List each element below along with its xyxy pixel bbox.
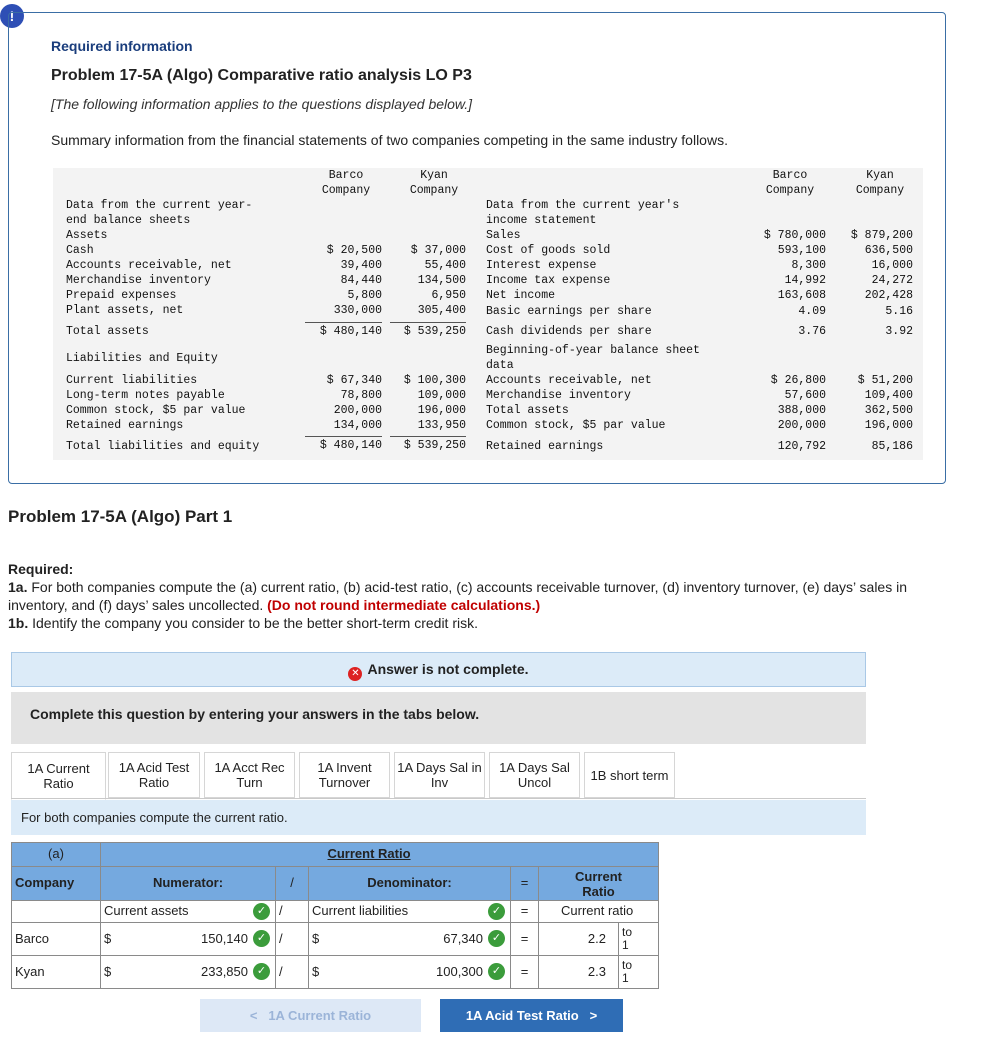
boy-label: Merchandise inventory: [486, 389, 631, 402]
boy-barco: $ 26,800: [770, 374, 826, 387]
required-instructions: [8, 560, 968, 632]
check-icon: ✓: [253, 930, 270, 947]
income-kyan: $ 879,200: [850, 229, 913, 242]
total-liab-kyan: $ 539,250: [390, 436, 466, 453]
ratio-to: to: [622, 958, 633, 972]
income-kyan: 5.16: [885, 305, 913, 318]
total-liab-label: Total liabilities and equity: [66, 440, 260, 453]
next-tab-button[interactable]: 1A Acid Test Ratio >: [440, 999, 623, 1032]
income-label: Net income: [486, 289, 556, 302]
income-label: Income tax expense: [486, 274, 611, 287]
asset-label: Plant assets, net: [66, 304, 184, 317]
tab-label: 1A Days Sal in Inv: [397, 760, 482, 790]
row-slash: /: [276, 956, 309, 989]
asset-label: Accounts receivable, net: [66, 259, 232, 272]
subhdr-equals: =: [511, 901, 539, 923]
slash-header: /: [276, 867, 309, 901]
liab-label: Common stock, $5 par value: [66, 404, 246, 417]
tab-1b-short-term[interactable]: [584, 752, 675, 798]
asset-label: Merchandise inventory: [66, 274, 211, 287]
tab-label: 1A Current Ratio: [27, 761, 90, 791]
check-icon: ✓: [488, 930, 505, 947]
tab-label: 1B short term: [590, 767, 669, 783]
assets-heading: Assets: [66, 229, 108, 242]
income-label: Sales: [486, 229, 521, 242]
boy-label: Retained earnings: [486, 440, 604, 453]
income-heading-2: income statement: [486, 214, 597, 227]
subhdr-result: Current ratio: [539, 901, 659, 923]
denominator-header: Denominator:: [309, 867, 511, 901]
denominator-value: 100,300: [436, 964, 483, 979]
check-icon: ✓: [488, 903, 505, 920]
required-1b-num: 1b.: [8, 615, 29, 631]
row-equals: =: [511, 956, 539, 989]
asset-label: Prepaid expenses: [66, 289, 177, 302]
balance-heading-2: end balance sheets: [66, 214, 191, 227]
denominator-input[interactable]: [309, 923, 511, 956]
boy-barco: 388,000: [777, 404, 826, 417]
asset-kyan: 134,500: [417, 274, 466, 287]
income-barco: 8,300: [791, 259, 826, 272]
boy-kyan: 85,186: [871, 440, 913, 453]
required-1a: [8, 578, 968, 614]
ratio-input[interactable]: 2.3: [539, 956, 619, 989]
problem-summary: Summary information from the financial statements of two companies competing in the same industry follows.: [51, 132, 728, 148]
income-label: Cost of goods sold: [486, 244, 611, 257]
asset-kyan: 305,400: [417, 304, 466, 317]
tab-1a-acct-rec-turn[interactable]: [204, 752, 295, 798]
boy-kyan: 362,500: [864, 404, 913, 417]
asset-barco: 39,400: [340, 259, 382, 272]
asset-kyan: $ 37,000: [410, 244, 466, 257]
income-kyan: 16,000: [871, 259, 913, 272]
tab-instruction: For both companies compute the current ratio.: [11, 800, 866, 835]
complete-instructions: Complete this question by entering your answers in the tabs below.: [11, 692, 866, 744]
total-assets-kyan: $ 539,250: [390, 322, 466, 339]
ratio-one: 1: [622, 971, 629, 985]
col-header-barco-right: Barco: [772, 169, 808, 182]
row-company: Kyan: [12, 956, 101, 989]
col-header-barco: Barco: [328, 169, 364, 182]
tab-label: 1A Acid Test Ratio: [118, 760, 190, 790]
income-label: Interest expense: [486, 259, 597, 272]
required-1b: [8, 614, 968, 632]
currency-symbol: $: [312, 964, 320, 979]
currency-symbol: $: [312, 931, 320, 946]
required-info-heading: Required information: [51, 38, 193, 54]
subhdr-blank: [12, 901, 101, 923]
liab-kyan: 109,000: [417, 389, 466, 402]
tab-label: 1A Acct Rec Turn: [214, 760, 285, 790]
liab-heading: Liabilities and Equity: [66, 352, 218, 365]
boy-label: Common stock, $5 par value: [486, 419, 666, 432]
part-title: Problem 17-5A (Algo) Part 1: [8, 507, 233, 526]
asset-label: Cash: [66, 244, 94, 257]
tab-1a-acid-test-ratio[interactable]: [108, 752, 200, 798]
income-barco: 4.09: [798, 305, 826, 318]
liab-kyan: 133,950: [417, 419, 466, 432]
subhdr-numerator: Current assets ✓: [101, 901, 276, 923]
denominator-value: 67,340: [443, 931, 483, 946]
boy-heading-2: data: [486, 359, 514, 372]
currency-symbol: $: [104, 964, 112, 979]
problem-subtitle: [The following information applies to the questions displayed below.]: [51, 96, 473, 112]
liab-barco: $ 67,340: [326, 374, 382, 387]
tab-label: 1A Days Sal Uncol: [499, 760, 570, 790]
boy-barco: 57,600: [784, 389, 826, 402]
error-icon: ✕: [348, 667, 362, 681]
col-header-barco-sub: Company: [321, 184, 371, 197]
liab-kyan: $ 100,300: [403, 374, 466, 387]
boy-kyan: 196,000: [864, 419, 913, 432]
result-header: Current Ratio: [539, 867, 659, 901]
numerator-header: Numerator:: [101, 867, 276, 901]
tab-label: 1A Invent Turnover: [317, 760, 372, 790]
subhdr-slash: /: [276, 901, 309, 923]
col-header-kyan: Kyan: [420, 169, 448, 182]
required-1b-text: Identify the company you consider to be the better short-term credit risk.: [32, 615, 478, 631]
check-icon: ✓: [253, 963, 270, 980]
income-barco: 163,608: [777, 289, 826, 302]
check-icon: ✓: [253, 903, 270, 920]
required-label: Required:: [8, 561, 74, 577]
row-company: Barco: [12, 923, 101, 956]
col-header-kyan-sub: Company: [409, 184, 459, 197]
asset-barco: 5,800: [347, 289, 382, 302]
asset-barco: $ 20,500: [326, 244, 382, 257]
ratio-to: to: [622, 925, 633, 939]
asset-kyan: 6,950: [431, 289, 466, 302]
liab-label: Current liabilities: [66, 374, 198, 387]
current-ratio-table: [11, 842, 659, 989]
liab-label: Retained earnings: [66, 419, 184, 432]
prev-tab-button[interactable]: < 1A Current Ratio: [200, 999, 421, 1032]
balance-heading: Data from the current year-: [66, 199, 253, 212]
tab-1a-invent-turnover[interactable]: [299, 752, 390, 798]
income-barco: $ 780,000: [763, 229, 826, 242]
boy-heading: Beginning-of-year balance sheet: [486, 344, 700, 357]
tab-divider: [11, 798, 866, 799]
alert-icon: !: [0, 4, 24, 28]
asset-barco: 84,440: [340, 274, 382, 287]
total-assets-barco: $ 480,140: [305, 322, 382, 339]
total-liab-barco: $ 480,140: [305, 436, 382, 453]
subhdr-denominator: Current liabilities ✓: [309, 901, 511, 923]
col-header-kyan-right: Kyan: [866, 169, 894, 182]
financial-statements: [53, 168, 923, 460]
problem-title: Problem 17-5A (Algo) Comparative ratio analysis LO P3: [51, 67, 472, 84]
table-title-cell: [101, 843, 659, 867]
boy-label: Total assets: [486, 404, 569, 417]
denominator-input[interactable]: [309, 956, 511, 989]
income-heading: Data from the current year's: [486, 199, 680, 212]
col-a-header: (a): [12, 843, 101, 867]
equals-header: =: [511, 867, 539, 901]
boy-barco: 120,792: [777, 440, 826, 453]
boy-kyan: 109,400: [864, 389, 913, 402]
asset-kyan: 55,400: [424, 259, 466, 272]
income-kyan: 202,428: [864, 289, 913, 302]
table-title: Current Ratio: [327, 846, 411, 861]
row-slash: /: [276, 923, 309, 956]
numerator-input[interactable]: [101, 956, 276, 989]
col-header-barco-right-sub: Company: [765, 184, 815, 197]
currency-symbol: $: [104, 931, 112, 946]
tab-1a-days-sal-uncol[interactable]: [489, 752, 580, 798]
income-kyan: 24,272: [871, 274, 913, 287]
numerator-input[interactable]: [101, 923, 276, 956]
liab-barco: 134,000: [333, 419, 382, 432]
tab-1a-current-ratio[interactable]: [11, 752, 106, 800]
income-barco: 3.76: [798, 325, 826, 338]
income-label: Cash dividends per share: [486, 325, 652, 338]
liab-barco: 200,000: [333, 404, 382, 417]
income-barco: 593,100: [777, 244, 826, 257]
liab-kyan: 196,000: [417, 404, 466, 417]
liab-label: Long-term notes payable: [66, 389, 225, 402]
col-header-kyan-right-sub: Company: [855, 184, 905, 197]
ratio-input[interactable]: 2.2: [539, 923, 619, 956]
required-1a-num: 1a.: [8, 579, 28, 595]
total-assets-label: Total assets: [66, 325, 149, 338]
answer-status-text: Answer is not complete.: [367, 661, 529, 677]
required-1a-note: (Do not round intermediate calculations.): [267, 597, 541, 613]
income-label: Basic earnings per share: [486, 305, 652, 318]
liab-barco: 78,800: [340, 389, 382, 402]
required-1a-text: For both companies compute the (a) current ratio, (b) acid-test ratio, (c) accounts receivable turnover, (d) inventory turnover, (e) days’ sales in inventory, and (f) days’ sales uncollected.: [8, 579, 907, 613]
boy-kyan: $ 51,200: [857, 374, 913, 387]
numerator-value: 233,850: [201, 964, 248, 979]
tab-1a-days-sal-inv[interactable]: [394, 752, 485, 798]
income-kyan: 3.92: [885, 325, 913, 338]
ratio-one: 1: [622, 938, 629, 952]
ratio-to-one: [619, 923, 659, 956]
ratio-to-one: [619, 956, 659, 989]
row-equals: =: [511, 923, 539, 956]
numerator-value: 150,140: [201, 931, 248, 946]
income-barco: 14,992: [784, 274, 826, 287]
asset-barco: 330,000: [333, 304, 382, 317]
check-icon: ✓: [488, 963, 505, 980]
income-kyan: 636,500: [864, 244, 913, 257]
boy-label: Accounts receivable, net: [486, 374, 652, 387]
answer-status-bar: [11, 652, 866, 687]
company-header: Company: [12, 867, 101, 901]
boy-barco: 200,000: [777, 419, 826, 432]
